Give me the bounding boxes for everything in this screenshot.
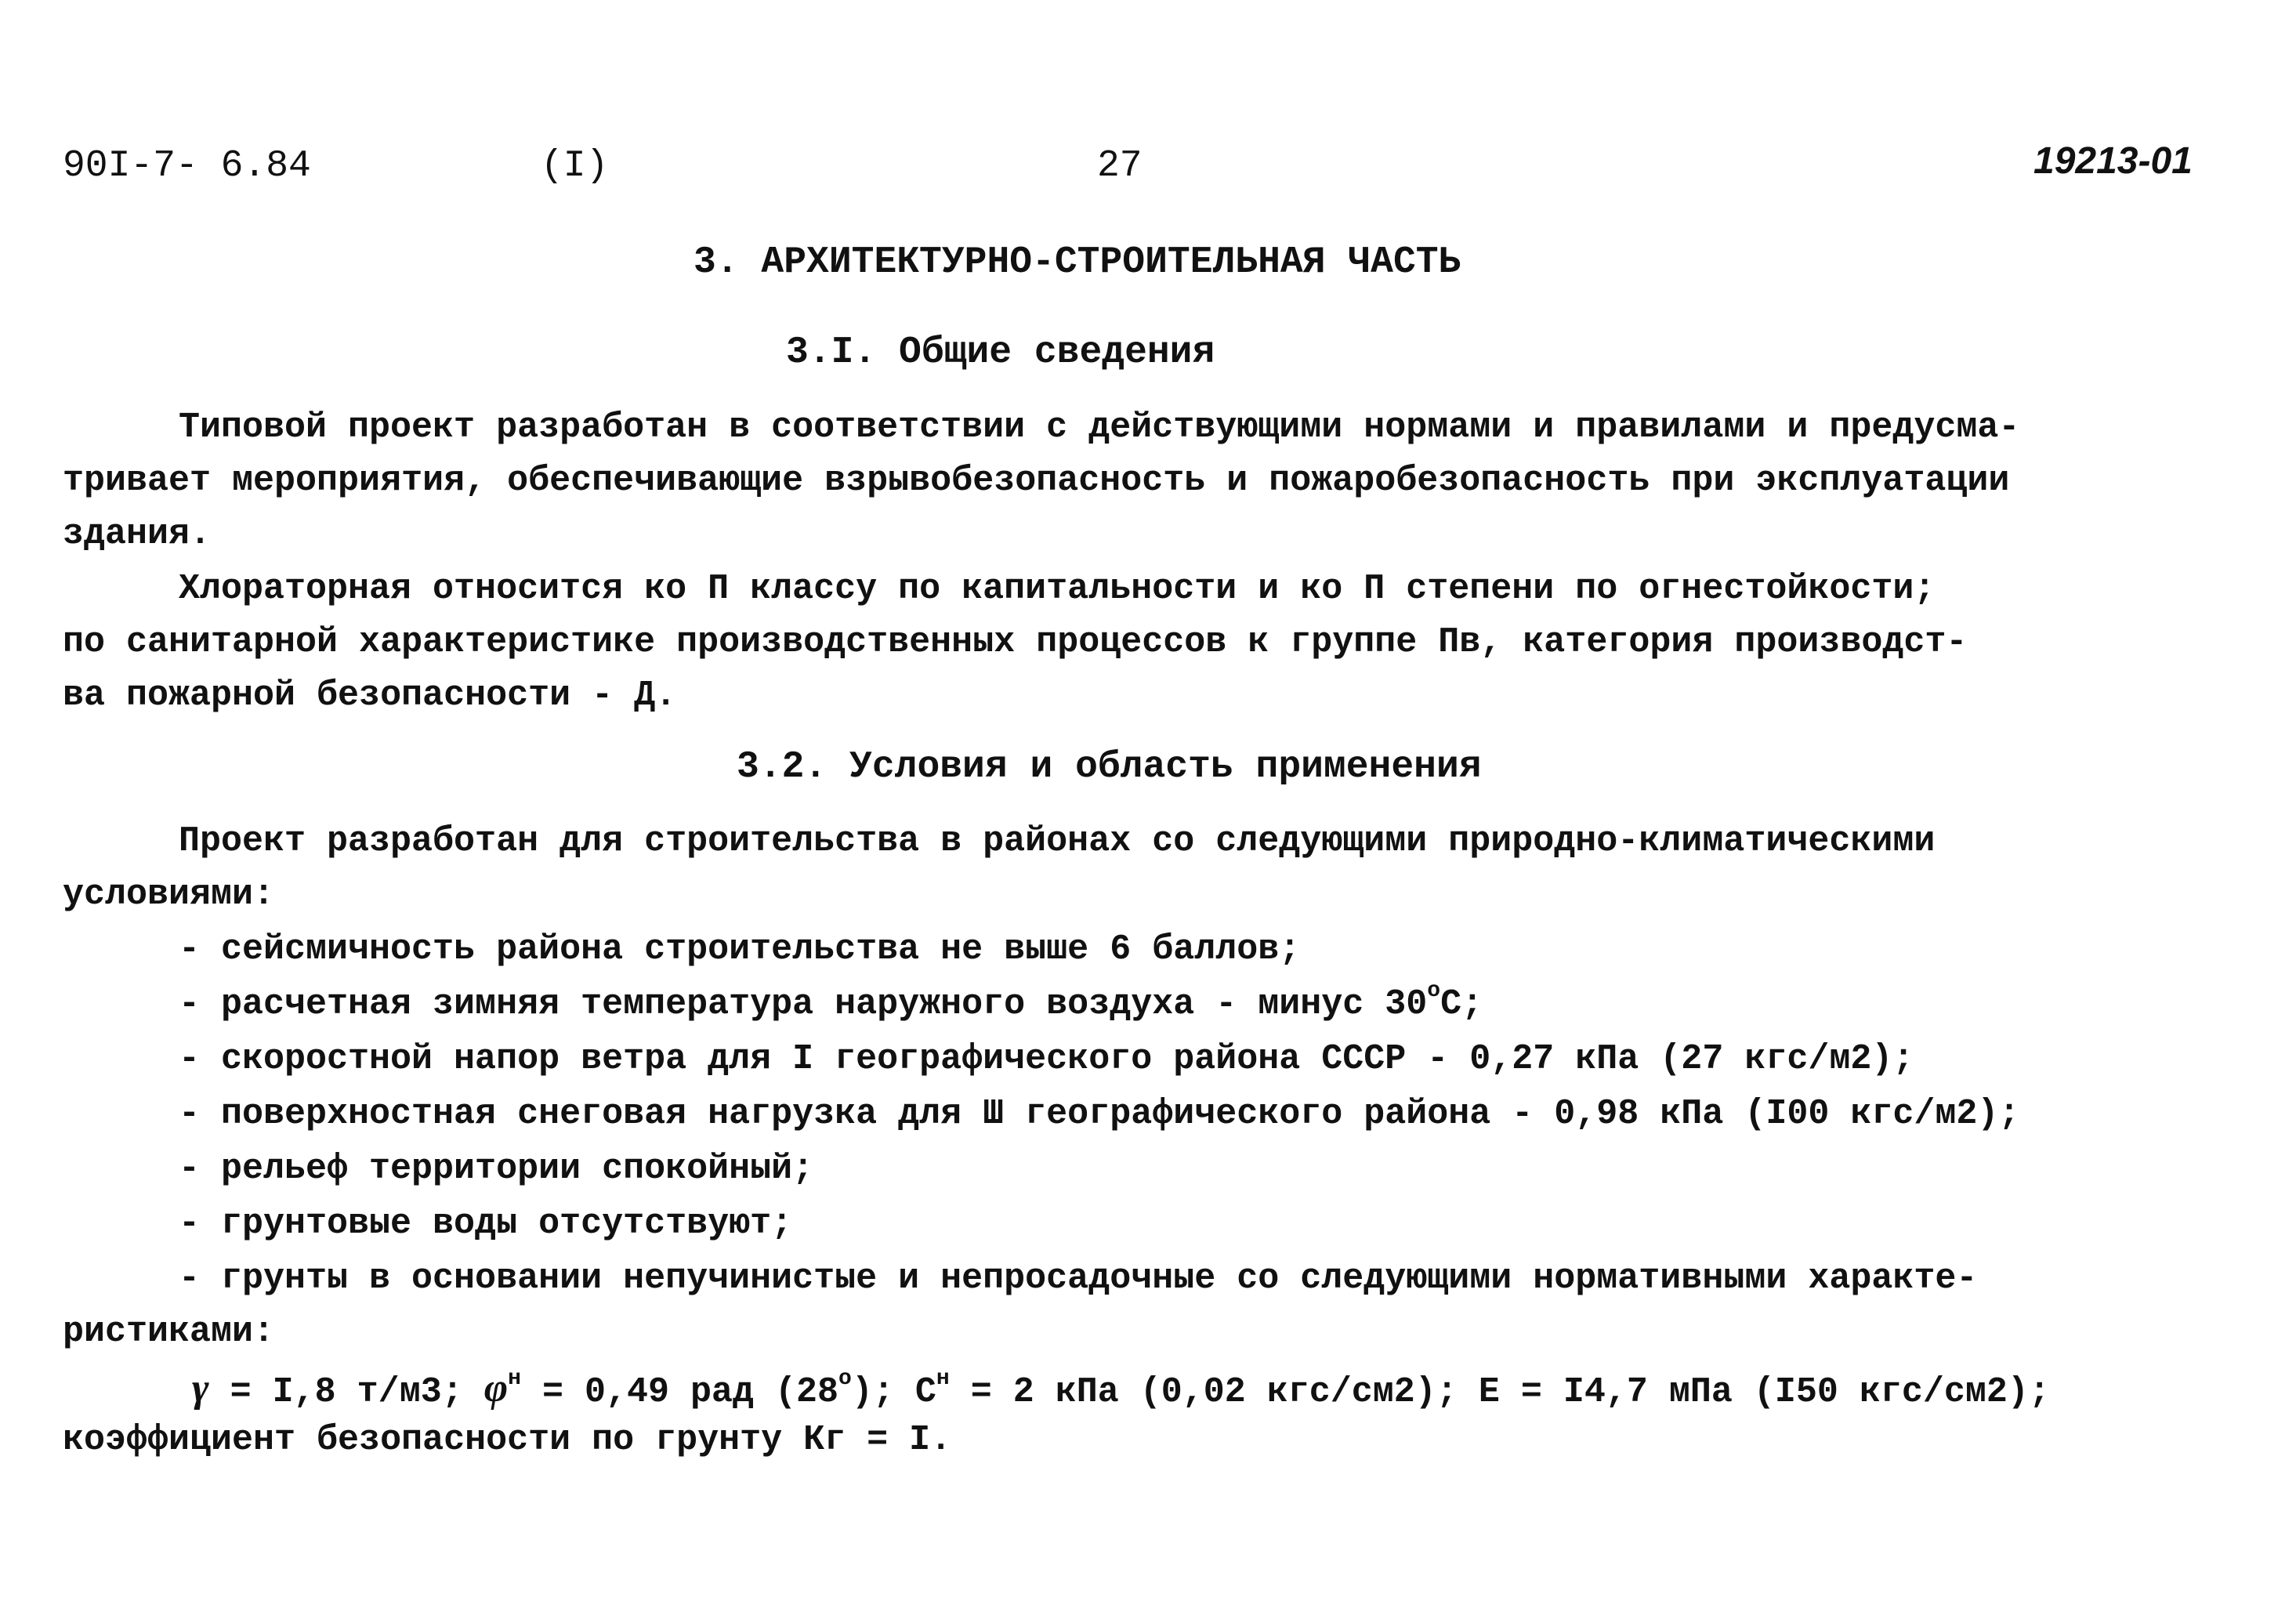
- archive-number: 19213-01: [2033, 140, 2193, 182]
- paragraph-line: условиями:: [63, 875, 275, 915]
- paragraph-line: Типовой проект разработан в соответствии с действующими нормами и правилами и предусма-: [179, 407, 2020, 447]
- subsection-title-conditions: 3.2. Условия и область применения: [737, 746, 1482, 788]
- phi-symbol: φ: [483, 1366, 509, 1411]
- formula-part: = 0,49 рад (28: [541, 1372, 839, 1412]
- condition-unit: С;: [1440, 984, 1483, 1024]
- degree-sign: о: [838, 1367, 852, 1391]
- paragraph-line: тривает мероприятия, обеспечивающие взрывобезопасность и пожаробезопасность при эксплуатации: [63, 461, 2010, 501]
- paragraph-line: ва пожарной безопасности - Д.: [63, 676, 677, 715]
- superscript: н: [508, 1367, 521, 1391]
- soil-characteristics-formula: [192, 1365, 2050, 1412]
- subsection-title-general: 3.I. Общие сведения: [786, 331, 1215, 374]
- condition-item-snow: - поверхностная снеговая нагрузка для Ш географического района - 0,98 кПа (I00 кгс/м2);: [179, 1094, 2020, 1134]
- paragraph-line: здания.: [63, 514, 212, 554]
- paragraph-line: ристиками:: [63, 1312, 275, 1352]
- condition-item-wind: - скоростной напор ветра для I географического района СССР - 0,27 кПа (27 кгс/м2);: [179, 1039, 1914, 1079]
- condition-item-soils: - грунты в основании непучинистые и непросадочные со следующими нормативными характе-: [179, 1259, 1978, 1299]
- paragraph-line: Хлораторная относится ко П классу по капитальности и ко П степени по огнестойкости;: [179, 569, 1936, 609]
- paragraph-line: по санитарной характеристике производственных процессов к группе Пв, категория производст-: [63, 622, 1968, 662]
- condition-item-groundwater: - грунтовые воды отсутствуют;: [179, 1204, 793, 1244]
- superscript: н: [936, 1367, 950, 1391]
- document-code: 90I-7- 6.84: [63, 145, 311, 187]
- formula-part: = 2 кПа (0,02 кгс/см2); Е = I4,7 мПа (I50 кгс/см2);: [970, 1372, 2050, 1412]
- formula-part: = I,8 т/м3;: [230, 1372, 463, 1412]
- paragraph-line: коэффициент безопасности по грунту Кг = I.: [63, 1420, 952, 1460]
- part-number: (I): [541, 145, 609, 187]
- section-title: 3. АРХИТЕКТУРНО-СТРОИТЕЛЬНАЯ ЧАСТЬ: [694, 241, 1461, 284]
- degree-sign: о: [1427, 979, 1441, 1003]
- paragraph-line: Проект разработан для строительства в районах со следующими природно-климатическими: [179, 821, 1936, 861]
- page-number: 27: [1097, 145, 1143, 187]
- condition-item-temperature: [179, 979, 1483, 1024]
- condition-text: - расчетная зимняя температура наружного воздуха - минус 30: [179, 984, 1428, 1024]
- gamma-symbol: γ: [192, 1366, 209, 1411]
- formula-part: ); С: [851, 1372, 936, 1412]
- condition-item-seismic: - сейсмичность района строительства не выше 6 баллов;: [179, 929, 1301, 969]
- condition-item-relief: - рельеф территории спокойный;: [179, 1149, 814, 1189]
